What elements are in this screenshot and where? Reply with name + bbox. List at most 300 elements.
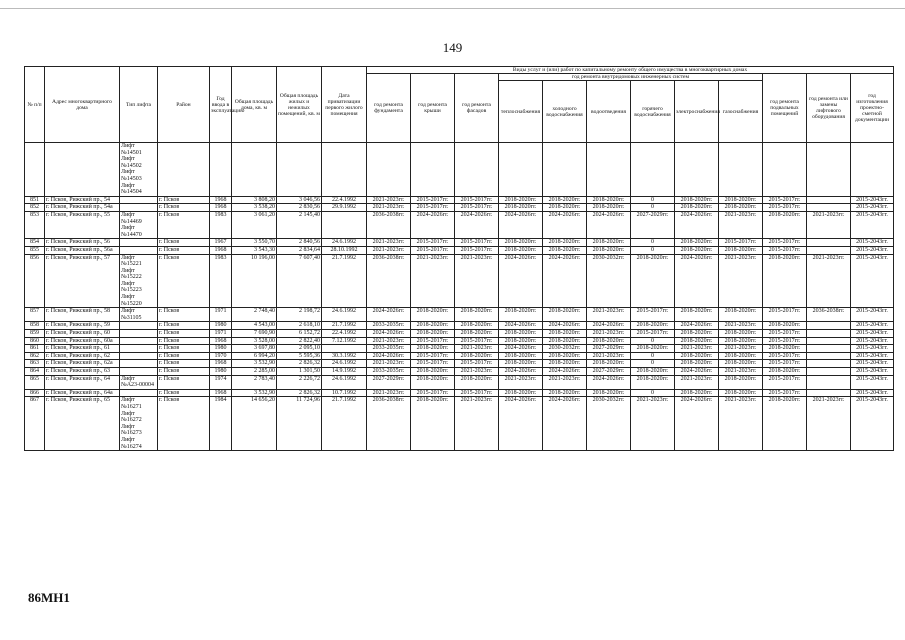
row-repair-period: 2036-2038гг. xyxy=(367,254,411,308)
row-year: 1980 xyxy=(210,322,232,330)
row-repair-period xyxy=(807,246,851,254)
row-repair-period: 2018-2020гг. xyxy=(675,330,719,338)
row-repair-period: 2036-2038гг. xyxy=(807,308,851,322)
row-district: г. Псков xyxy=(158,352,210,360)
row-repair-period: 2015-2043гг. xyxy=(851,239,894,247)
row-lift-type xyxy=(120,196,158,204)
table-row xyxy=(25,360,894,368)
row-repair-period: 2015-2043гг. xyxy=(851,337,894,345)
row-repair-period: 2018-2020гг. xyxy=(631,322,675,330)
row-total-area: 3 697,80 xyxy=(232,345,277,353)
row-district: г. Псков xyxy=(158,211,210,238)
row-repair-period: 2018-2020гг. xyxy=(675,352,719,360)
row-repair-period: 2015-2017гг. xyxy=(455,246,499,254)
row-repair-period: 2024-2026гг. xyxy=(411,211,455,238)
row-repair-period: 2015-2017гг. xyxy=(411,352,455,360)
row-repair-period: 2015-2043гг. xyxy=(851,397,894,451)
row-total-area: 2 748,40 xyxy=(232,308,277,322)
row-repair-period: 2021-2023гг. xyxy=(367,196,411,204)
row-lift-type xyxy=(120,345,158,353)
row-repair-period: 2021-2023гг. xyxy=(587,308,631,322)
row-repair-period: 2015-2043гг. xyxy=(851,330,894,338)
row-repair-period: 2018-2020гг. xyxy=(455,375,499,389)
row-repair-period: 2018-2020гг. xyxy=(675,239,719,247)
row-privatization-date: 24.6.1992 xyxy=(322,239,367,247)
row-repair-period: 2021-2023гг. xyxy=(543,375,587,389)
row-repair-period: 2018-2020гг. xyxy=(455,308,499,322)
row-total-area: 4 543,00 xyxy=(232,322,277,330)
row-address: г. Псков, Рижский пр., 60а xyxy=(45,337,120,345)
row-residential-area: 2 618,10 xyxy=(277,322,322,330)
row-repair-period: 2018-2020гг. xyxy=(499,204,543,212)
row-district: г. Псков xyxy=(158,239,210,247)
col-header-gas: газоснабжения xyxy=(719,81,763,143)
row-repair-period: 2018-2020гг. xyxy=(763,397,807,451)
row-repair-period: 2021-2023гг. xyxy=(675,345,719,353)
col-header-year: Год ввода в эксплуатацию xyxy=(210,67,232,143)
row-district: г. Псков xyxy=(158,254,210,308)
row-residential-area: 2 834,64 xyxy=(277,246,322,254)
row-residential-area: 5 595,36 xyxy=(277,352,322,360)
row-residential-area: 2 826,32 xyxy=(277,360,322,368)
row-repair-period: 2021-2023гг. xyxy=(719,211,763,238)
row-repair-period: 0 xyxy=(631,352,675,360)
row-number: 856 xyxy=(25,254,45,308)
row-repair-period: 2030-2032гг. xyxy=(543,345,587,353)
row-repair-period: 2018-2020гг. xyxy=(543,352,587,360)
col-header-subgroup: год ремонта внутридомовых инженерных систем xyxy=(499,74,763,81)
row-repair-period: 2024-2026гг. xyxy=(587,375,631,389)
row-repair-period xyxy=(807,368,851,376)
row-repair-period: 2018-2020гг. xyxy=(763,211,807,238)
row-repair-period: 2033-2035гг. xyxy=(367,345,411,353)
row-district: г. Псков xyxy=(158,397,210,451)
row-repair-period xyxy=(807,322,851,330)
row-district: г. Псков xyxy=(158,196,210,204)
row-repair-period: 2015-2017гг. xyxy=(763,246,807,254)
continuation-row xyxy=(25,143,894,197)
row-total-area: 3 532,90 xyxy=(232,360,277,368)
row-repair-period: 2021-2023гг. xyxy=(499,375,543,389)
row-repair-period: 2024-2026гг. xyxy=(499,368,543,376)
row-repair-period: 0 xyxy=(631,239,675,247)
row-repair-period: 2018-2020гг. xyxy=(719,196,763,204)
table-row xyxy=(25,254,894,308)
row-repair-period: 2021-2023гг. xyxy=(455,368,499,376)
row-repair-period: 2018-2020гг. xyxy=(499,330,543,338)
row-repair-period: 2018-2020гг. xyxy=(719,308,763,322)
row-lift-type xyxy=(120,246,158,254)
row-repair-period: 2015-2043гг. xyxy=(851,375,894,389)
row-address: г. Псков, Рижский пр., 63 xyxy=(45,368,120,376)
row-privatization-date xyxy=(322,345,367,353)
row-address: г. Псков, Рижский пр., 58 xyxy=(45,308,120,322)
row-district: г. Псков xyxy=(158,204,210,212)
row-repair-period: 2021-2023гг. xyxy=(587,352,631,360)
row-address: г. Псков, Рижский пр., 57 xyxy=(45,254,120,308)
row-repair-period: 2015-2043гг. xyxy=(851,360,894,368)
row-district: г. Псков xyxy=(158,246,210,254)
row-repair-period: 2021-2023гг. xyxy=(455,345,499,353)
row-address: г. Псков, Рижский пр., 60 xyxy=(45,330,120,338)
row-lift-type xyxy=(120,360,158,368)
row-repair-period: 2021-2023гг. xyxy=(367,239,411,247)
row-repair-period: 2015-2017гг. xyxy=(411,360,455,368)
row-number: 862 xyxy=(25,352,45,360)
row-lift-type: Лифт №А23-00004 xyxy=(120,375,158,389)
row-repair-period: 2015-2017гг. xyxy=(763,330,807,338)
row-total-area: 3 538,20 xyxy=(232,204,277,212)
row-repair-period: 2018-2020гг. xyxy=(455,330,499,338)
row-repair-period: 2018-2020гг. xyxy=(543,204,587,212)
row-lift-type xyxy=(120,368,158,376)
row-year: 1984 xyxy=(210,397,232,451)
row-repair-period: 2021-2023гг. xyxy=(719,322,763,330)
row-repair-period: 2024-2026гг. xyxy=(587,211,631,238)
row-repair-period: 2015-2017гг. xyxy=(763,375,807,389)
table-row xyxy=(25,389,894,397)
row-repair-period: 2018-2020гг. xyxy=(499,360,543,368)
row-repair-period: 2018-2020гг. xyxy=(411,368,455,376)
row-repair-period: 2030-2032гг. xyxy=(587,254,631,308)
row-repair-period: 2015-2017гг. xyxy=(455,196,499,204)
row-address: г. Псков, Рижский пр., 64а xyxy=(45,389,120,397)
row-privatization-date: 28.10.1992 xyxy=(322,246,367,254)
row-repair-period: 2024-2026гг. xyxy=(499,345,543,353)
row-year: 1967 xyxy=(210,239,232,247)
row-year: 1968 xyxy=(210,337,232,345)
row-year: 1983 xyxy=(210,211,232,238)
row-repair-period: 2018-2020гг. xyxy=(719,360,763,368)
row-number: 861 xyxy=(25,345,45,353)
row-repair-period: 2021-2023гг. xyxy=(807,397,851,451)
row-repair-period: 2018-2020гг. xyxy=(631,368,675,376)
row-repair-period: 2015-2017гг. xyxy=(455,239,499,247)
row-total-area: 3 061,20 xyxy=(232,211,277,238)
row-repair-period: 2015-2017гг. xyxy=(411,204,455,212)
row-repair-period: 2024-2026гг. xyxy=(367,308,411,322)
row-total-area: 3 532,90 xyxy=(232,389,277,397)
row-number: 867 xyxy=(25,397,45,451)
row-privatization-date: 21.7.1992 xyxy=(322,397,367,451)
row-repair-period: 2018-2020гг. xyxy=(719,204,763,212)
col-header-cold-water: холодного водоснабжения xyxy=(543,81,587,143)
row-repair-period: 2018-2020гг. xyxy=(411,345,455,353)
row-district: г. Псков xyxy=(158,360,210,368)
col-header-basement: год ремонта подвальных помещений xyxy=(763,74,807,143)
col-header-facade: год ремонта фасадов xyxy=(455,74,499,143)
row-address: г. Псков, Рижский пр., 62 xyxy=(45,352,120,360)
row-repair-period: 2018-2020гг. xyxy=(455,352,499,360)
col-header-district: Район xyxy=(158,67,210,143)
row-repair-period: 2015-2017гг. xyxy=(763,337,807,345)
row-repair-period: 2015-2043гг. xyxy=(851,246,894,254)
row-repair-period: 2018-2020гг. xyxy=(455,322,499,330)
row-repair-period: 0 xyxy=(631,389,675,397)
row-address: г. Псков, Рижский пр., 64 xyxy=(45,375,120,389)
row-repair-period: 2024-2026гг. xyxy=(455,211,499,238)
row-lift-type: Лифт №16271 Лифт №16272 Лифт №16273 Лифт №16274 xyxy=(120,397,158,451)
row-repair-period: 2015-2017гг. xyxy=(411,196,455,204)
row-repair-period: 2018-2020гг. xyxy=(587,196,631,204)
row-lift-type xyxy=(120,352,158,360)
row-repair-period xyxy=(807,239,851,247)
row-repair-period: 0 xyxy=(631,196,675,204)
col-header-lift: год ремонта или замены лифтового оборудования xyxy=(807,74,851,143)
row-repair-period: 2024-2026гг. xyxy=(499,397,543,451)
row-repair-period: 2021-2023гг. xyxy=(807,211,851,238)
row-repair-period: 2018-2020гг. xyxy=(675,360,719,368)
row-repair-period: 2018-2020гг. xyxy=(587,239,631,247)
row-privatization-date: 10.7.1992 xyxy=(322,389,367,397)
row-repair-period: 2018-2020гг. xyxy=(587,360,631,368)
row-repair-period: 2021-2023гг. xyxy=(807,254,851,308)
row-address: г. Псков, Рижский пр., 54а xyxy=(45,204,120,212)
row-repair-period: 2015-2017гг. xyxy=(631,330,675,338)
row-lift-type: Лифт №15221 Лифт №15222 Лифт №15223 Лифт №15220 xyxy=(120,254,158,308)
col-header-num: № п/п xyxy=(25,67,45,143)
row-repair-period: 2021-2023гг. xyxy=(719,368,763,376)
row-repair-period: 2018-2020гг. xyxy=(675,308,719,322)
lift-list-cell: Лифт №14501 Лифт №14502 Лифт №14503 Лифт №14504 xyxy=(120,143,158,197)
row-privatization-date: 30.3.1992 xyxy=(322,352,367,360)
row-address: г. Псков, Рижский пр., 61 xyxy=(45,345,120,353)
row-lift-type xyxy=(120,389,158,397)
row-number: 858 xyxy=(25,322,45,330)
row-number: 864 xyxy=(25,368,45,376)
table-row xyxy=(25,204,894,212)
row-repair-period: 2033-2035гг. xyxy=(367,368,411,376)
table-row xyxy=(25,196,894,204)
table-row xyxy=(25,308,894,322)
row-repair-period: 2015-2017гг. xyxy=(763,352,807,360)
row-lift-type xyxy=(120,204,158,212)
col-header-group: Виды услуг и (или) работ по капитальному ремонту общего имущества в многоквартирных домах xyxy=(367,67,894,74)
row-repair-period: 2018-2020гг. xyxy=(675,246,719,254)
row-repair-period: 2018-2020гг. xyxy=(499,337,543,345)
row-repair-period: 2018-2020гг. xyxy=(719,389,763,397)
row-address: г. Псков, Рижский пр., 55 xyxy=(45,211,120,238)
row-number: 853 xyxy=(25,211,45,238)
row-privatization-date: 24.6.1992 xyxy=(322,308,367,322)
row-repair-period: 2021-2023гг. xyxy=(719,345,763,353)
row-repair-period: 2018-2020гг. xyxy=(411,330,455,338)
table-body xyxy=(25,143,894,451)
row-repair-period xyxy=(807,196,851,204)
table-row xyxy=(25,211,894,238)
row-lift-type xyxy=(120,330,158,338)
row-repair-period: 2015-2043гг. xyxy=(851,254,894,308)
row-total-area: 3 808,20 xyxy=(232,196,277,204)
row-repair-period: 2018-2020гг. xyxy=(411,308,455,322)
col-header-heating: теплоснабжения xyxy=(499,81,543,143)
row-repair-period: 2018-2020гг. xyxy=(587,337,631,345)
row-repair-period: 2018-2020гг. xyxy=(763,345,807,353)
row-year: 1970 xyxy=(210,352,232,360)
row-district: г. Псков xyxy=(158,337,210,345)
row-repair-period: 0 xyxy=(631,204,675,212)
row-repair-period: 2018-2020гг. xyxy=(631,254,675,308)
row-privatization-date: 22.4.1992 xyxy=(322,196,367,204)
row-repair-period: 2015-2043гг. xyxy=(851,389,894,397)
row-repair-period: 0 xyxy=(631,246,675,254)
footer-code: 86МН1 xyxy=(28,590,70,605)
row-repair-period: 2018-2020гг. xyxy=(499,246,543,254)
row-repair-period: 2015-2017гг. xyxy=(411,239,455,247)
row-repair-period: 2024-2026гг. xyxy=(367,330,411,338)
col-header-type: Тип лифта xyxy=(120,67,158,143)
row-address: г. Псков, Рижский пр., 59 xyxy=(45,322,120,330)
row-total-area: 14 656,20 xyxy=(232,397,277,451)
row-repair-period: 2018-2020гг. xyxy=(543,337,587,345)
row-repair-period: 2018-2020гг. xyxy=(675,389,719,397)
scan-edge-line xyxy=(0,8,905,9)
table-row xyxy=(25,345,894,353)
row-year: 1968 xyxy=(210,246,232,254)
row-repair-period: 2018-2020гг. xyxy=(719,375,763,389)
row-lift-type: Лифт №31105 xyxy=(120,308,158,322)
row-privatization-date: 14.9.1992 xyxy=(322,368,367,376)
row-repair-period: 2015-2043гг. xyxy=(851,308,894,322)
col-header-sewage: водоотведения xyxy=(587,81,631,143)
row-repair-period: 2024-2026гг. xyxy=(543,254,587,308)
row-repair-period xyxy=(807,337,851,345)
row-number: 860 xyxy=(25,337,45,345)
row-number: 857 xyxy=(25,308,45,322)
page-number: 149 xyxy=(442,40,463,55)
row-repair-period xyxy=(807,389,851,397)
row-address: г. Псков, Рижский пр., 56 xyxy=(45,239,120,247)
row-repair-period xyxy=(807,330,851,338)
row-district: г. Псков xyxy=(158,322,210,330)
row-repair-period: 2027-2029гг. xyxy=(631,211,675,238)
row-total-area: 3 528,00 xyxy=(232,337,277,345)
row-repair-period: 2021-2023гг. xyxy=(367,360,411,368)
row-repair-period: 2024-2026гг. xyxy=(543,322,587,330)
row-repair-period: 2027-2029гг. xyxy=(367,375,411,389)
row-repair-period: 2024-2026гг. xyxy=(675,368,719,376)
row-repair-period: 2015-2017гг. xyxy=(763,204,807,212)
row-privatization-date: 29.9.1992 xyxy=(322,204,367,212)
row-repair-period xyxy=(807,345,851,353)
row-repair-period: 2018-2020гг. xyxy=(499,308,543,322)
col-header-design-docs: год изготовления проектно-сметной документации xyxy=(851,74,894,143)
row-repair-period: 2024-2026гг. xyxy=(675,322,719,330)
row-year: 1968 xyxy=(210,389,232,397)
row-privatization-date: 22.4.1992 xyxy=(322,330,367,338)
row-repair-period: 2021-2023гг. xyxy=(455,397,499,451)
row-district: г. Псков xyxy=(158,345,210,353)
row-residential-area: 2 226,72 xyxy=(277,375,322,389)
row-repair-period xyxy=(807,352,851,360)
row-privatization-date: 24.6.1992 xyxy=(322,375,367,389)
row-residential-area: 7 607,40 xyxy=(277,254,322,308)
row-repair-period: 2015-2043гг. xyxy=(851,211,894,238)
row-repair-period: 0 xyxy=(631,360,675,368)
row-repair-period: 2018-2020гг. xyxy=(763,322,807,330)
row-repair-period: 2018-2020гг. xyxy=(587,204,631,212)
row-repair-period: 2024-2026гг. xyxy=(675,397,719,451)
row-repair-period: 2015-2017гг. xyxy=(455,360,499,368)
row-year: 1980 xyxy=(210,345,232,353)
row-repair-period: 2015-2043гг. xyxy=(851,368,894,376)
row-repair-period: 2018-2020гг. xyxy=(719,330,763,338)
row-repair-period: 2015-2017гг. xyxy=(763,239,807,247)
row-total-area: 10 196,00 xyxy=(232,254,277,308)
row-repair-period: 2015-2017гг. xyxy=(411,389,455,397)
table-row xyxy=(25,368,894,376)
row-repair-period: 2018-2020гг. xyxy=(499,196,543,204)
col-header-res-area: Общая площадь жилых и нежилых помещений, кв. м xyxy=(277,67,322,143)
row-year: 1971 xyxy=(210,308,232,322)
row-privatization-date: 7.12.1992 xyxy=(322,337,367,345)
table-row xyxy=(25,322,894,330)
row-repair-period: 2015-2017гг. xyxy=(763,196,807,204)
row-residential-area: 11 724,96 xyxy=(277,397,322,451)
row-repair-period: 2018-2020гг. xyxy=(411,375,455,389)
row-repair-period: 2024-2026гг. xyxy=(675,211,719,238)
row-year: 1983 xyxy=(210,254,232,308)
row-residential-area: 3 046,56 xyxy=(277,196,322,204)
row-repair-period: 2018-2020гг. xyxy=(587,246,631,254)
row-privatization-date: 24.6.1992 xyxy=(322,360,367,368)
row-repair-period: 2024-2026гг. xyxy=(367,352,411,360)
row-year: 1971 xyxy=(210,330,232,338)
row-repair-period: 2018-2020гг. xyxy=(543,196,587,204)
row-repair-period: 2015-2017гг. xyxy=(763,389,807,397)
row-residential-area: 6 152,72 xyxy=(277,330,322,338)
row-repair-period: 2018-2020гг. xyxy=(587,389,631,397)
row-number: 854 xyxy=(25,239,45,247)
row-address: г. Псков, Рижский пр., 56а xyxy=(45,246,120,254)
row-repair-period: 2018-2020гг. xyxy=(675,196,719,204)
row-repair-period: 2018-2020гг. xyxy=(763,368,807,376)
row-year: 1980 xyxy=(210,368,232,376)
row-repair-period: 2018-2020гг. xyxy=(543,330,587,338)
row-year: 1974 xyxy=(210,375,232,389)
row-repair-period: 2024-2026гг. xyxy=(675,254,719,308)
col-header-address: Адрес многоквартирного дома xyxy=(45,67,120,143)
row-total-area: 3 550,70 xyxy=(232,239,277,247)
row-repair-period: 2021-2023гг. xyxy=(631,397,675,451)
row-repair-period: 2024-2026гг. xyxy=(499,254,543,308)
row-repair-period: 2018-2020гг. xyxy=(543,360,587,368)
row-repair-period: 2024-2026гг. xyxy=(499,322,543,330)
row-repair-period: 2015-2017гг. xyxy=(455,389,499,397)
row-repair-period: 2015-2017гг. xyxy=(455,204,499,212)
row-repair-period: 2021-2023гг. xyxy=(719,397,763,451)
row-residential-area: 2 826,32 xyxy=(277,389,322,397)
row-residential-area: 2 145,40 xyxy=(277,211,322,238)
row-repair-period: 2018-2020гг. xyxy=(499,352,543,360)
row-year: 1968 xyxy=(210,360,232,368)
row-repair-period: 2024-2026гг. xyxy=(499,211,543,238)
row-repair-period: 2018-2020гг. xyxy=(763,254,807,308)
row-repair-period: 2021-2023гг. xyxy=(367,337,411,345)
row-repair-period: 2015-2017гг. xyxy=(763,360,807,368)
row-address: г. Псков, Рижский пр., 65 xyxy=(45,397,120,451)
table-row xyxy=(25,239,894,247)
table-row xyxy=(25,330,894,338)
row-total-area: 2 783,40 xyxy=(232,375,277,389)
row-repair-period: 2015-2043гг. xyxy=(851,322,894,330)
row-residential-area: 2 822,40 xyxy=(277,337,322,345)
row-total-area: 3 543,30 xyxy=(232,246,277,254)
col-header-foundation: год ремонта фундамента xyxy=(367,74,411,143)
row-repair-period: 2018-2020гг. xyxy=(719,246,763,254)
row-repair-period: 2030-2032гг. xyxy=(587,397,631,451)
row-repair-period: 2021-2023гг. xyxy=(367,246,411,254)
